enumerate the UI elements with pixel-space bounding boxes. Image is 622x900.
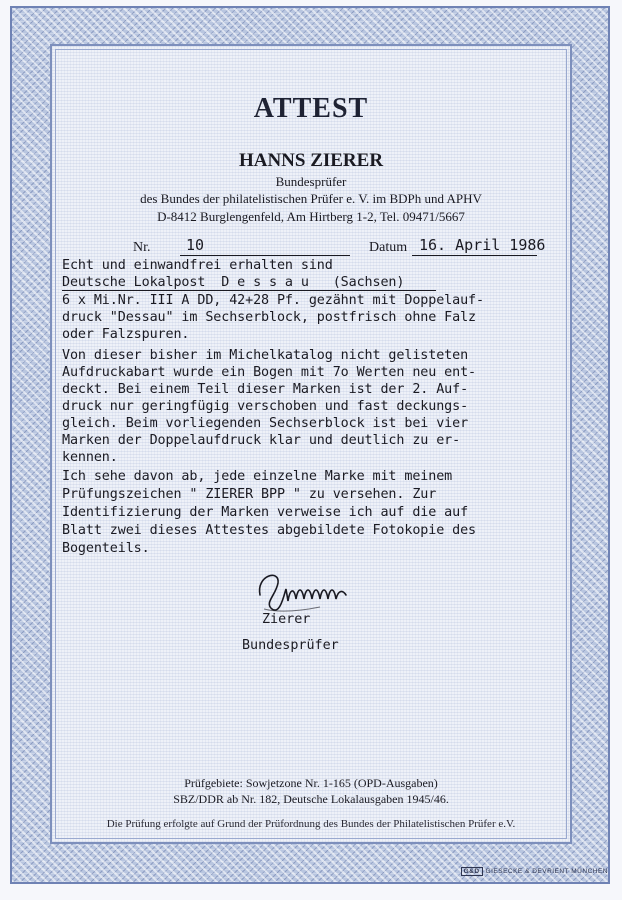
- body-line: Prüfungszeichen " ZIERER BPP " zu versehen. Zur: [62, 487, 437, 502]
- printer-logo-icon: G&D: [461, 867, 483, 876]
- body-line: gleich. Beim vorliegenden Sechserblock ist bei vier: [62, 416, 469, 431]
- number-value: 10: [186, 236, 205, 254]
- date-underline: [412, 255, 537, 256]
- body-line: oder Falzspuren.: [62, 327, 190, 342]
- signatory-name: Zierer: [262, 612, 311, 627]
- footer-regulation-note: Die Prüfung erfolgte auf Grund der Prüfordnung des Bundes der Philatelistischen Prüfer e.V.: [106, 818, 516, 830]
- body-line: deckt. Bei einem Teil dieser Marken ist der 2. Auf-: [62, 382, 469, 397]
- footer-scope-line: SBZ/DDR ab Nr. 182, Deutsche Lokalausgaben 1945/46.: [173, 792, 449, 806]
- body-line: Blatt zwei dieses Attestes abgebildete Fotokopie des: [62, 523, 477, 538]
- body-line: druck nur geringfügig verschoben und fast deckungs-: [62, 399, 469, 414]
- date-value: 16. April 1986: [419, 236, 546, 254]
- body-line-heading: Deutsche Lokalpost D e s s a u (Sachsen): [62, 275, 405, 290]
- signature-mark: [250, 565, 360, 617]
- document-title: ATTEST: [253, 93, 369, 124]
- footer-scope-line: Prüfgebiete: Sowjetzone Nr. 1-165 (OPD-Ausgaben): [184, 776, 438, 790]
- number-underline: [180, 255, 350, 256]
- body-line: 6 x Mi.Nr. III A DD, 42+28 Pf. gezähnt mit Doppelauf-: [62, 293, 484, 308]
- body-line: druck "Dessau" im Sechserblock, postfrisch ohne Falz: [62, 310, 477, 325]
- date-label: Datum: [369, 240, 408, 255]
- heading-underline: [62, 290, 436, 291]
- printer-imprint: [461, 867, 608, 876]
- issuer-role: Bundesprüfer: [275, 174, 347, 189]
- body-line: Marken der Doppelaufdruck klar und deutlich zu er-: [62, 433, 461, 448]
- body-line: Aufdruckabart wurde ein Bogen mit 7o Werten neu ent-: [62, 365, 477, 380]
- body-line: Von dieser bisher im Michelkatalog nicht gelisteten: [62, 348, 469, 363]
- number-label: Nr.: [133, 240, 151, 255]
- body-line: Bogenteils.: [62, 541, 150, 556]
- issuer-address: D-8412 Burglengenfeld, Am Hirtberg 1-2, Tel. 09471/5667: [157, 209, 465, 224]
- body-line: Ich sehe davon ab, jede einzelne Marke mit meinem: [62, 469, 453, 484]
- issuer-association: des Bundes der philatelistischen Prüfer e. V. im BDPh und APHV: [140, 191, 482, 206]
- issuer-name: HANNS ZIERER: [238, 150, 384, 171]
- printer-name: GIESECKE & DEVRIENT MÜNCHEN: [485, 868, 608, 875]
- body-line: kennen.: [62, 450, 118, 465]
- body-line: Identifizierung der Marken verweise ich auf die auf: [62, 505, 469, 520]
- signatory-title: Bundesprüfer: [242, 638, 339, 653]
- body-line: Echt und einwandfrei erhalten sind: [62, 258, 333, 273]
